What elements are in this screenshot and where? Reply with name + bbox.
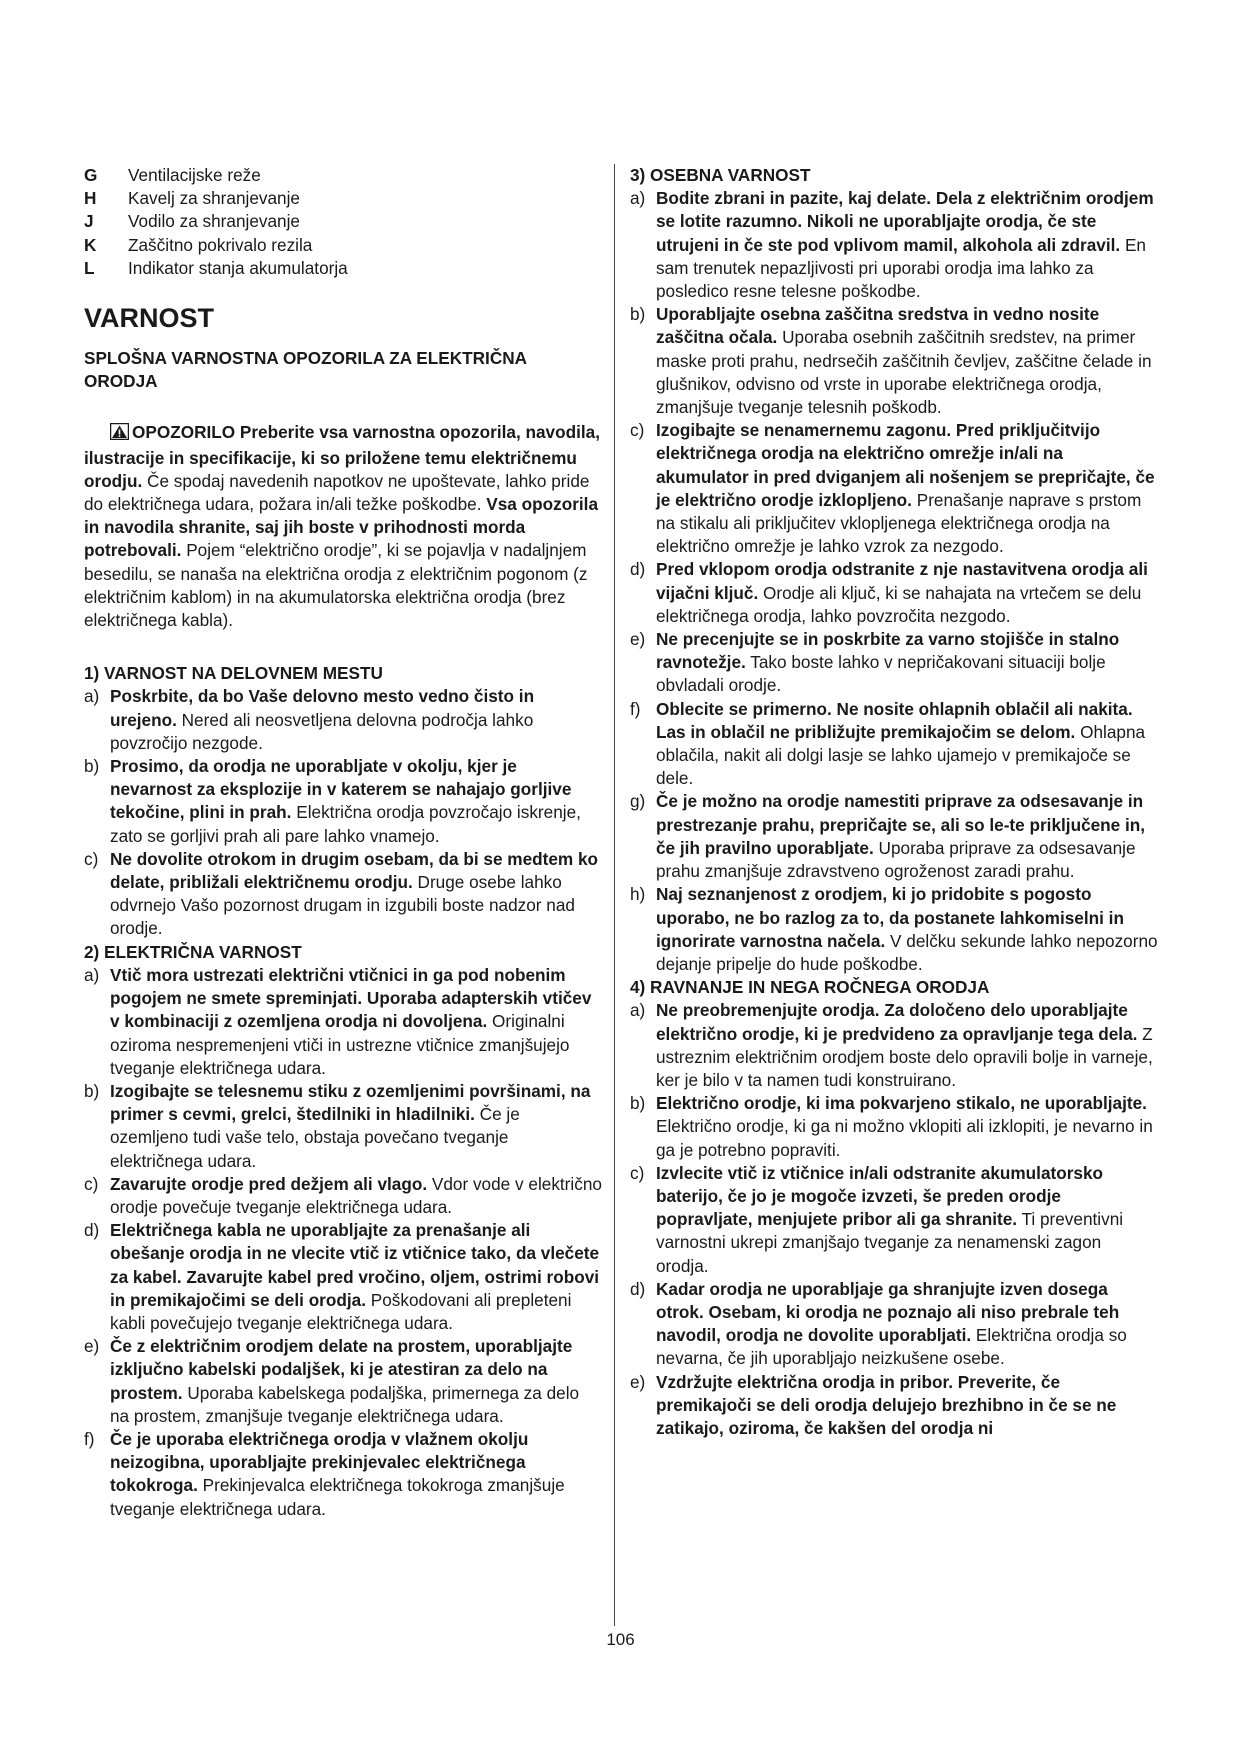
warning-paragraph (84, 421, 602, 632)
list-item (84, 1080, 602, 1173)
item-bold: Če je uporaba električnega orodja v vlažnem okolju neizogibna, uporabljajte prekinjevalec električnega tokokroga. (110, 1428, 529, 1496)
item-bold: Poskrbite, da bo Vaše delovno mesto vedno čisto in urejeno. (110, 686, 535, 730)
section-subtitle: SPLOŠNA VARNOSTNA OPOZORILA ZA ELEKTRIČNA ORODJA (84, 348, 527, 392)
legend-row (84, 187, 602, 210)
item-text: Druge osebe lahko odvrnejo Vašo pozornost drugam in izgubili boste nadzor nad orodje. (110, 872, 575, 939)
warning-bold-2: Vsa opozorila in navodila shranite, saj jih boste v prihodnosti morda potrebovali. (84, 494, 599, 561)
item-text: Originalni oziroma nespremenjeni vtiči in ustrezne vtičnice zmanjšujejo tveganje električnega udara. (110, 1011, 570, 1078)
item-letter: c) (84, 848, 99, 869)
page-title: VARNOST (84, 303, 215, 334)
item-text: Orodje ali ključ, ki se nahajata na vrtečem se delu električnega orodja, lahko povzročita nezgodo. (656, 582, 1142, 626)
item-text: Uporaba priprave za odsesavanje prahu zmanjšuje zdravstveno ogroženost zaradi prahu. (656, 837, 1136, 882)
item-text: Električna orodja so nevarna, če jih uporabljajo neizkušene osebe. (656, 1325, 1127, 1369)
legend-text: Zaščitno pokrivalo rezila (128, 234, 313, 255)
warning-text-1: Če spodaj navedenih napotkov ne upoštevate, lahko pride do električnega udara, požara in/ali težke poškodbe. (84, 470, 590, 515)
legend-letter: K (84, 234, 97, 255)
list-item (630, 1278, 1158, 1371)
item-bold: Pred vklopom orodja odstranite z nje nastavitvena orodja ali vijačni ključ. (656, 559, 1148, 603)
legend-row (84, 210, 602, 233)
item-letter: e) (630, 1371, 646, 1392)
list-item (84, 1173, 602, 1219)
item-text: Električno orodje, ki ga ni možno vklopiti ali izklopiti, je nevarno in ga je potrebno popraviti. (656, 1116, 1153, 1160)
item-text: Prekinjevalca električnega tokokroga zmanjšuje tveganje električnega udara. (110, 1475, 565, 1519)
item-letter: e) (84, 1336, 100, 1357)
item-text: Uporaba kabelskega podaljška, primernega za delo na prostem, zmanjšuje tveganje električnega udara. (110, 1382, 580, 1426)
warning-text-2: Pojem “električno orodje”, ki se pojavlja v nadaljnjem besedilu, se nanaša na električna orodja z električnim pogonom (z električnim kablom) in na akumulatorska električna orodja (brez električnega kabla). (84, 540, 588, 631)
list-item (630, 1162, 1158, 1278)
item-text: Z ustreznim električnim orodjem boste delo opravili bolje in varneje, ker je bilo v ta namen tudi konstruirano. (656, 1023, 1153, 1090)
legend-text: Indikator stanja akumulatorja (128, 257, 348, 278)
item-bold: Izvlecite vtič iz vtičnice in/ali odstranite akumulatorsko baterijo, če jo je mogoče izvzeti, še preden orodje popravljate, menjujete pribor ali ga shranite. (656, 1162, 1104, 1230)
legend-text: Kavelj za shranjevanje (128, 188, 300, 209)
item-bold: Če je možno na orodje namestiti priprave za odsesavanje in prestrezanje prahu, prepričajte se, ali so le-te priključene in, če jih pravilno uporabljate. (656, 791, 1146, 858)
item-text: V delčku sekunde lahko nepozorno dejanje pripelje do hude poškodbe. (656, 930, 1158, 974)
item-text: Ti preventivni varnostni ukrepi zmanjšajo tveganje za nenamenski zagon orodja. (656, 1209, 1124, 1276)
item-letter: h) (630, 884, 646, 905)
item-bold: Vzdržujte električna orodja in pribor. Preverite, če premikajoči se deli orodja delujejo brezhibno in če se ne zatikajo, oziroma, če kakšen del orodja ni (656, 1371, 1117, 1438)
item-letter: b) (84, 1080, 100, 1101)
item-bold: Uporabljajte osebna zaščitna sredstva in vedno nosite zaščitna očala. (656, 304, 1100, 348)
item-bold: Kadar orodja ne uporabljaje ga shranjujte izven dosega otrok. Osebam, ki orodja ne poznajo ali niso prebrale teh navodil, orodja ne dovolite uporabljati. (656, 1278, 1120, 1346)
section-heading-tool-care: 4) RAVNANJE IN NEGA ROČNEGA ORODJA (630, 977, 990, 998)
left-column (84, 164, 602, 1521)
section-heading-work-area: 1) VARNOST NA DELOVNEM MESTU (84, 663, 383, 684)
list-item (630, 790, 1158, 883)
list-item (84, 1219, 602, 1335)
column-divider (614, 164, 615, 1626)
warning-bold-1: OPOZORILO Preberite vsa varnostna opozorila, navodila, ilustracije in specifikacije, ki so priložene temu električnemu orodju. (84, 422, 600, 491)
item-letter: g) (630, 791, 646, 812)
item-letter: f) (84, 1428, 95, 1449)
list-item (84, 755, 602, 848)
section-heading-personal-safety: 3) OSEBNA VARNOST (630, 165, 811, 185)
list-item (630, 303, 1158, 419)
list-item (630, 419, 1158, 558)
item-text: Ohlapna oblačila, nakit ali dolgi lasje se lahko ujamejo v premikajoče se dele. (656, 721, 1146, 789)
item-text: Vdor vode v električno orodje povečuje tveganje električnega udara. (110, 1173, 602, 1217)
item-letter: a) (630, 1000, 646, 1021)
item-bold: Ne precenjujte se in poskrbite za varno stojišče in stalno ravnotežje. (656, 629, 1120, 673)
list-item (630, 999, 1158, 1092)
item-bold: Vtič mora ustrezati električni vtičnici in ga pod nobenim pogojem ne smete spreminjati. Uporaba adapterskih vtičev v kombinaciji z ozemljena orodja ni dovoljena. (110, 964, 592, 1032)
legend-letter: J (84, 211, 94, 232)
item-bold: Prosimo, da orodja ne uporabljate v okolju, kjer je nevarnost za eksplozije in v katerem se nahajajo gorljive tekočine, plini in prah. (110, 756, 572, 823)
item-bold: Bodite zbrani in pazite, kaj delate. Dela z električnim orodjem se lotite razumno. Nikoli ne uporabljajte orodja, če ste utrujeni in če ste pod vplivom mamil, alkohola ali zdravil. (656, 188, 1154, 255)
legend-row (84, 234, 602, 257)
item-letter: a) (84, 964, 100, 985)
item-text: Tako boste lahko v nepričakovani situaciji bolje obvladali orodje. (656, 652, 1106, 696)
item-letter: c) (84, 1173, 99, 1194)
item-bold: Naj seznanjenost z orodjem, ki jo pridobite s pogosto uporabo, ne bo razlog za to, da postanete lahkomiselni in ignorirate varnostna načela. (656, 884, 1124, 951)
legend-text: Vodilo za shranjevanje (128, 211, 300, 232)
item-bold: Ne preobremenjujte orodja. Za določeno delo uporabljajte električno orodje, ki je predvideno za opravljanje tega dela. (656, 1000, 1138, 1044)
item-letter: b) (630, 304, 646, 325)
item-text: Poškodovani ali prepleteni kabli povečujejo tveganje električnega udara. (110, 1289, 572, 1333)
list-item (84, 685, 602, 755)
item-text: Električna orodja povzročajo iskrenje, zato se gorljivi prah ali pare lahko vnamejo. (110, 802, 581, 846)
list-item (84, 964, 602, 1080)
item-bold: Če z električnim orodjem delate na prostem, uporabljajte izključno kabelski podaljšek, ki je atestiran za delo na prostem. (110, 1336, 573, 1403)
component-legend (84, 164, 602, 280)
item-letter: d) (84, 1220, 100, 1241)
list-item (630, 698, 1158, 791)
section-heading-electrical-safety: 2) ELEKTRIČNA VARNOST (84, 941, 302, 962)
item-bold: Izogibajte se nenamernemu zagonu. Pred priključitvijo električnega orodja na električno omrežje in/ali na akumulator in pred dviganjem ali nošenjem se prepričajte, če je električno orodje izklopljeno. (656, 420, 1155, 510)
item-bold: Oblecite se primerno. Ne nosite ohlapnih oblačil ali nakita. Las in oblačil ne približujte premikajočim se delom. (656, 698, 1133, 742)
list-item (630, 1092, 1158, 1162)
item-bold: Ne dovolite otrokom in drugim osebam, da bi se medtem ko delate, približali električnemu orodju. (110, 848, 599, 893)
item-letter: d) (630, 1278, 646, 1299)
legend-row (84, 257, 602, 280)
item-letter: b) (84, 756, 100, 777)
legend-row (84, 164, 602, 187)
item-letter: c) (630, 420, 645, 441)
legend-letter: H (84, 188, 97, 209)
item-text: Uporaba osebnih zaščitnih sredstev, na primer maske proti prahu, nedrsečih zaščitnih čevljev, zaščitne čelade in glušnikov, odvisno od vrste in uporabe električnega orodja, zmanjšuje tveganje telesnih poškodb. (656, 327, 1152, 418)
item-bold: Izogibajte se telesnemu stiku z ozemljenimi površinami, na primer s cevmi, grelci, štedilniki in hladilniki. (110, 1080, 591, 1125)
right-column (630, 164, 1158, 1440)
warning-triangle-icon (110, 423, 129, 446)
list-item (630, 628, 1158, 698)
item-bold: Zavarujte orodje pred dežjem ali vlago. (110, 1173, 428, 1194)
item-text: Če je ozemljeno tudi vaše telo, obstaja povečano tveganje električnega udara. (110, 1104, 520, 1171)
list-item (84, 1428, 602, 1521)
item-text: Prenašanje naprave s prstom na stikalu ali priključitev vklopljenega električnega orodja na električno omrežje je lahko vzrok za nezgodo. (656, 489, 1142, 557)
list-item (84, 1335, 602, 1428)
item-text: En sam trenutek nepazljivosti pri uporabi orodja ima lahko za posledico resne telesne poškodbe. (656, 234, 1146, 302)
item-letter: d) (630, 559, 646, 580)
legend-letter: G (84, 165, 98, 185)
list-item (84, 848, 602, 941)
item-letter: f) (630, 698, 641, 719)
list-item (630, 558, 1158, 628)
list-item (630, 883, 1158, 976)
item-bold: Električno orodje, ki ima pokvarjeno stikalo, ne uporabljajte. (656, 1093, 1147, 1114)
list-item (630, 1371, 1158, 1441)
legend-letter: L (84, 257, 95, 278)
item-bold: Električnega kabla ne uporabljajte za prenašanje ali obešanje orodja in ne vlecite vtič iz vtičnice tako, da vlečete za kabel. Zavarujte kabel pred vročino, oljem, ostrimi robovi in premikajočimi se deli orodja. (110, 1220, 600, 1310)
list-item (630, 187, 1158, 303)
item-letter: b) (630, 1093, 646, 1114)
legend-text: Ventilacijske reže (128, 165, 261, 185)
item-letter: e) (630, 629, 646, 650)
item-text: Nered ali neosvetljena delovna področja lahko povzročijo nezgode. (110, 709, 534, 753)
item-letter: a) (630, 188, 646, 209)
page-number: 106 (606, 1630, 635, 1649)
item-letter: a) (84, 686, 100, 707)
item-letter: c) (630, 1162, 645, 1183)
